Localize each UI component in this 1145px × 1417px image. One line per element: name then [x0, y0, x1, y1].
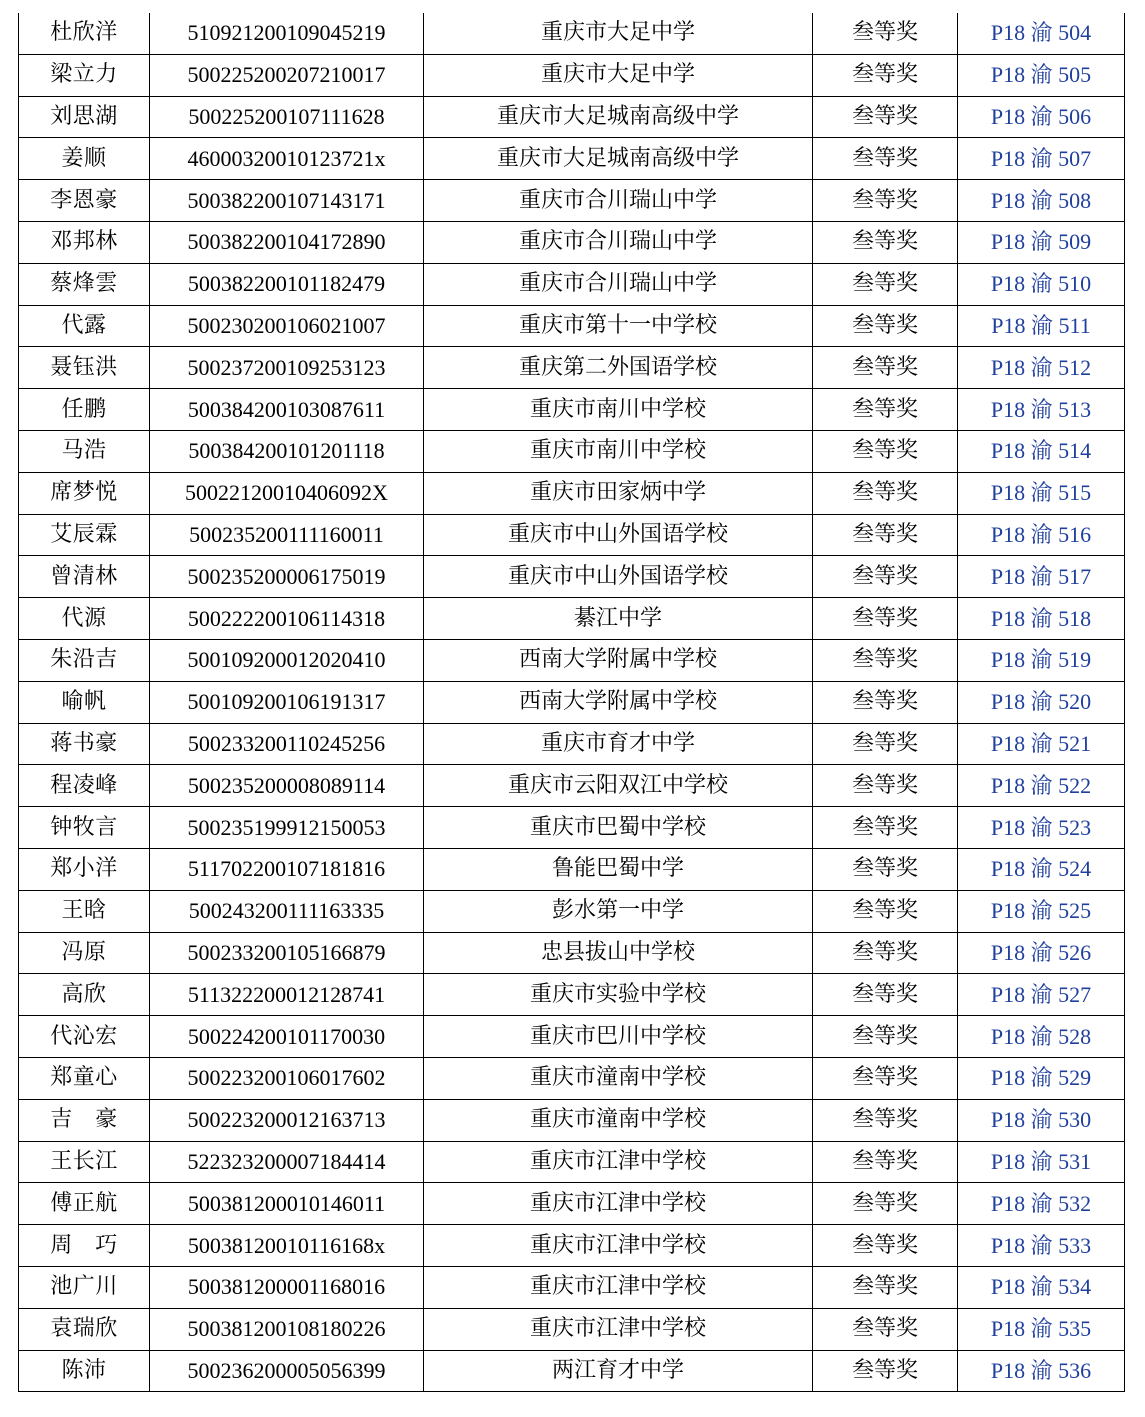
- student-name-cell: 蔡烽雲: [19, 263, 150, 305]
- student-name-cell: 吉 豪: [19, 1099, 150, 1141]
- award-level-cell: 叁等奖: [813, 472, 958, 514]
- table-row: [19, 1225, 1125, 1267]
- award-level-cell: 叁等奖: [813, 138, 958, 180]
- student-name-cell: 高欣: [19, 974, 150, 1016]
- student-name-cell: 李恩豪: [19, 180, 150, 222]
- award-level-cell: 叁等奖: [813, 54, 958, 96]
- certificate-number-cell: P18 渝 508: [958, 180, 1125, 222]
- student-name-cell: 郑小洋: [19, 848, 150, 890]
- certificate-number-cell: P18 渝 532: [958, 1183, 1125, 1225]
- table-row: [19, 13, 1125, 54]
- certificate-number-cell: P18 渝 527: [958, 974, 1125, 1016]
- school-cell: 重庆市江津中学校: [424, 1308, 813, 1350]
- school-cell: 忠县拔山中学校: [424, 932, 813, 974]
- school-cell: 重庆市大足中学: [424, 54, 813, 96]
- school-cell: 彭水第一中学: [424, 890, 813, 932]
- award-level-cell: 叁等奖: [813, 639, 958, 681]
- school-cell: 重庆市中山外国语学校: [424, 514, 813, 556]
- id-number-cell: 500223200012163713: [150, 1099, 424, 1141]
- certificate-number-cell: P18 渝 534: [958, 1266, 1125, 1308]
- student-name-cell: 朱沿吉: [19, 639, 150, 681]
- certificate-number-cell: P18 渝 517: [958, 556, 1125, 598]
- certificate-number-cell: P18 渝 519: [958, 639, 1125, 681]
- id-number-cell: 500222200106114318: [150, 598, 424, 640]
- id-number-cell: 500235200006175019: [150, 556, 424, 598]
- certificate-number-cell: P18 渝 530: [958, 1099, 1125, 1141]
- student-name-cell: 袁瑞欣: [19, 1308, 150, 1350]
- certificate-number-cell: P18 渝 524: [958, 848, 1125, 890]
- certificate-number-cell: P18 渝 522: [958, 765, 1125, 807]
- table-row: [19, 1183, 1125, 1225]
- school-cell: 重庆市南川中学校: [424, 430, 813, 472]
- id-number-cell: 500382200107143171: [150, 180, 424, 222]
- student-name-cell: 邓邦林: [19, 221, 150, 263]
- table-row: [19, 1016, 1125, 1058]
- table-row: [19, 138, 1125, 180]
- id-number-cell: 500225200207210017: [150, 54, 424, 96]
- student-name-cell: 聂钰洪: [19, 347, 150, 389]
- id-number-cell: 500225200107111628: [150, 96, 424, 138]
- student-name-cell: 程凌峰: [19, 765, 150, 807]
- id-number-cell: 522323200007184414: [150, 1141, 424, 1183]
- certificate-number-cell: P18 渝 507: [958, 138, 1125, 180]
- id-number-cell: 50038120010116168x: [150, 1225, 424, 1267]
- id-number-cell: 500235200008089114: [150, 765, 424, 807]
- award-level-cell: 叁等奖: [813, 1099, 958, 1141]
- award-table: [18, 13, 1125, 1392]
- id-number-cell: 500224200101170030: [150, 1016, 424, 1058]
- student-name-cell: 蒋书豪: [19, 723, 150, 765]
- award-level-cell: 叁等奖: [813, 723, 958, 765]
- student-name-cell: 陈沛: [19, 1350, 150, 1392]
- id-number-cell: 500384200103087611: [150, 389, 424, 431]
- certificate-number-cell: P18 渝 516: [958, 514, 1125, 556]
- certificate-number-cell: P18 渝 506: [958, 96, 1125, 138]
- award-level-cell: 叁等奖: [813, 1350, 958, 1392]
- table-row: [19, 263, 1125, 305]
- award-level-cell: 叁等奖: [813, 221, 958, 263]
- id-number-cell: 500243200111163335: [150, 890, 424, 932]
- student-name-cell: 王长江: [19, 1141, 150, 1183]
- table-row: [19, 681, 1125, 723]
- certificate-number-cell: P18 渝 531: [958, 1141, 1125, 1183]
- award-level-cell: 叁等奖: [813, 1266, 958, 1308]
- student-name-cell: 艾辰霖: [19, 514, 150, 556]
- award-level-cell: 叁等奖: [813, 556, 958, 598]
- school-cell: 重庆市第十一中学校: [424, 305, 813, 347]
- school-cell: 重庆市合川瑞山中学: [424, 221, 813, 263]
- school-cell: 重庆市巴川中学校: [424, 1016, 813, 1058]
- school-cell: 两江育才中学: [424, 1350, 813, 1392]
- table-row: [19, 598, 1125, 640]
- student-name-cell: 梁立力: [19, 54, 150, 96]
- student-name-cell: 刘思湖: [19, 96, 150, 138]
- student-name-cell: 任鹏: [19, 389, 150, 431]
- certificate-number-cell: P18 渝 514: [958, 430, 1125, 472]
- school-cell: 重庆市田家炳中学: [424, 472, 813, 514]
- id-number-cell: 511322200012128741: [150, 974, 424, 1016]
- certificate-number-cell: P18 渝 528: [958, 1016, 1125, 1058]
- award-level-cell: 叁等奖: [813, 1308, 958, 1350]
- school-cell: 重庆市育才中学: [424, 723, 813, 765]
- school-cell: 重庆市实验中学校: [424, 974, 813, 1016]
- certificate-number-cell: P18 渝 529: [958, 1057, 1125, 1099]
- id-number-cell: 500381200108180226: [150, 1308, 424, 1350]
- table-row: [19, 556, 1125, 598]
- id-number-cell: 500230200106021007: [150, 305, 424, 347]
- id-number-cell: 500382200104172890: [150, 221, 424, 263]
- table-body: [19, 13, 1125, 1392]
- student-name-cell: 曾清林: [19, 556, 150, 598]
- table-row: [19, 221, 1125, 263]
- student-name-cell: 郑童心: [19, 1057, 150, 1099]
- certificate-number-cell: P18 渝 509: [958, 221, 1125, 263]
- school-cell: 重庆市合川瑞山中学: [424, 180, 813, 222]
- school-cell: 重庆市合川瑞山中学: [424, 263, 813, 305]
- award-level-cell: 叁等奖: [813, 347, 958, 389]
- student-name-cell: 周 巧: [19, 1225, 150, 1267]
- school-cell: 重庆市江津中学校: [424, 1141, 813, 1183]
- award-level-cell: 叁等奖: [813, 96, 958, 138]
- award-level-cell: 叁等奖: [813, 765, 958, 807]
- award-level-cell: 叁等奖: [813, 681, 958, 723]
- id-number-cell: 511702200107181816: [150, 848, 424, 890]
- table-row: [19, 974, 1125, 1016]
- certificate-number-cell: P18 渝 504: [958, 13, 1125, 54]
- certificate-number-cell: P18 渝 510: [958, 263, 1125, 305]
- school-cell: 重庆市潼南中学校: [424, 1099, 813, 1141]
- table-row: [19, 305, 1125, 347]
- certificate-number-cell: P18 渝 535: [958, 1308, 1125, 1350]
- id-number-cell: 500233200110245256: [150, 723, 424, 765]
- certificate-number-cell: P18 渝 533: [958, 1225, 1125, 1267]
- school-cell: 重庆市南川中学校: [424, 389, 813, 431]
- school-cell: 重庆市江津中学校: [424, 1225, 813, 1267]
- student-name-cell: 姜顺: [19, 138, 150, 180]
- table-row: [19, 1308, 1125, 1350]
- school-cell: 西南大学附属中学校: [424, 639, 813, 681]
- certificate-number-cell: P18 渝 536: [958, 1350, 1125, 1392]
- school-cell: 重庆市巴蜀中学校: [424, 807, 813, 849]
- id-number-cell: 500235199912150053: [150, 807, 424, 849]
- table-row: [19, 1099, 1125, 1141]
- award-level-cell: 叁等奖: [813, 263, 958, 305]
- student-name-cell: 池广川: [19, 1266, 150, 1308]
- school-cell: 重庆第二外国语学校: [424, 347, 813, 389]
- certificate-number-cell: P18 渝 518: [958, 598, 1125, 640]
- table-row: [19, 1266, 1125, 1308]
- certificate-number-cell: P18 渝 513: [958, 389, 1125, 431]
- award-level-cell: 叁等奖: [813, 932, 958, 974]
- table-row: [19, 723, 1125, 765]
- table-row: [19, 1141, 1125, 1183]
- table-row: [19, 96, 1125, 138]
- id-number-cell: 510921200109045219: [150, 13, 424, 54]
- table-row: [19, 932, 1125, 974]
- student-name-cell: 杜欣洋: [19, 13, 150, 54]
- award-level-cell: 叁等奖: [813, 180, 958, 222]
- school-cell: 鲁能巴蜀中学: [424, 848, 813, 890]
- award-level-cell: 叁等奖: [813, 13, 958, 54]
- id-number-cell: 500233200105166879: [150, 932, 424, 974]
- student-name-cell: 席梦悦: [19, 472, 150, 514]
- school-cell: 重庆市云阳双江中学校: [424, 765, 813, 807]
- table-row: [19, 54, 1125, 96]
- certificate-number-cell: P18 渝 525: [958, 890, 1125, 932]
- table-row: [19, 347, 1125, 389]
- student-name-cell: 王晗: [19, 890, 150, 932]
- school-cell: 重庆市潼南中学校: [424, 1057, 813, 1099]
- student-name-cell: 冯原: [19, 932, 150, 974]
- id-number-cell: 500236200005056399: [150, 1350, 424, 1392]
- student-name-cell: 马浩: [19, 430, 150, 472]
- award-level-cell: 叁等奖: [813, 514, 958, 556]
- school-cell: 重庆市大足城南高级中学: [424, 138, 813, 180]
- certificate-number-cell: P18 渝 511: [958, 305, 1125, 347]
- school-cell: 西南大学附属中学校: [424, 681, 813, 723]
- table-row: [19, 639, 1125, 681]
- id-number-cell: 500381200010146011: [150, 1183, 424, 1225]
- award-level-cell: 叁等奖: [813, 1016, 958, 1058]
- table-row: [19, 848, 1125, 890]
- certificate-number-cell: P18 渝 515: [958, 472, 1125, 514]
- certificate-number-cell: P18 渝 523: [958, 807, 1125, 849]
- id-number-cell: 500384200101201118: [150, 430, 424, 472]
- student-name-cell: 钟牧言: [19, 807, 150, 849]
- award-level-cell: 叁等奖: [813, 1057, 958, 1099]
- award-level-cell: 叁等奖: [813, 890, 958, 932]
- student-name-cell: 喻帆: [19, 681, 150, 723]
- school-cell: 綦江中学: [424, 598, 813, 640]
- id-number-cell: 500237200109253123: [150, 347, 424, 389]
- id-number-cell: 50022120010406092X: [150, 472, 424, 514]
- student-name-cell: 代源: [19, 598, 150, 640]
- table-row: [19, 765, 1125, 807]
- award-level-cell: 叁等奖: [813, 807, 958, 849]
- award-level-cell: 叁等奖: [813, 430, 958, 472]
- award-level-cell: 叁等奖: [813, 974, 958, 1016]
- student-name-cell: 代露: [19, 305, 150, 347]
- school-cell: 重庆市大足中学: [424, 13, 813, 54]
- id-number-cell: 500109200012020410: [150, 639, 424, 681]
- id-number-cell: 46000320010123721x: [150, 138, 424, 180]
- id-number-cell: 500109200106191317: [150, 681, 424, 723]
- id-number-cell: 500235200111160011: [150, 514, 424, 556]
- certificate-number-cell: P18 渝 521: [958, 723, 1125, 765]
- table-row: [19, 1057, 1125, 1099]
- award-level-cell: 叁等奖: [813, 305, 958, 347]
- table-row: [19, 807, 1125, 849]
- school-cell: 重庆市大足城南高级中学: [424, 96, 813, 138]
- student-name-cell: 傅正航: [19, 1183, 150, 1225]
- school-cell: 重庆市江津中学校: [424, 1183, 813, 1225]
- certificate-number-cell: P18 渝 512: [958, 347, 1125, 389]
- id-number-cell: 500223200106017602: [150, 1057, 424, 1099]
- table-row: [19, 1350, 1125, 1392]
- award-level-cell: 叁等奖: [813, 1141, 958, 1183]
- table-row: [19, 472, 1125, 514]
- table-row: [19, 389, 1125, 431]
- id-number-cell: 500382200101182479: [150, 263, 424, 305]
- award-level-cell: 叁等奖: [813, 1183, 958, 1225]
- certificate-number-cell: P18 渝 526: [958, 932, 1125, 974]
- table-row: [19, 890, 1125, 932]
- student-name-cell: 代沁宏: [19, 1016, 150, 1058]
- award-level-cell: 叁等奖: [813, 598, 958, 640]
- table-row: [19, 430, 1125, 472]
- id-number-cell: 500381200001168016: [150, 1266, 424, 1308]
- award-level-cell: 叁等奖: [813, 389, 958, 431]
- award-level-cell: 叁等奖: [813, 848, 958, 890]
- table-row: [19, 514, 1125, 556]
- school-cell: 重庆市江津中学校: [424, 1266, 813, 1308]
- table-row: [19, 180, 1125, 222]
- award-level-cell: 叁等奖: [813, 1225, 958, 1267]
- certificate-number-cell: P18 渝 505: [958, 54, 1125, 96]
- school-cell: 重庆市中山外国语学校: [424, 556, 813, 598]
- certificate-number-cell: P18 渝 520: [958, 681, 1125, 723]
